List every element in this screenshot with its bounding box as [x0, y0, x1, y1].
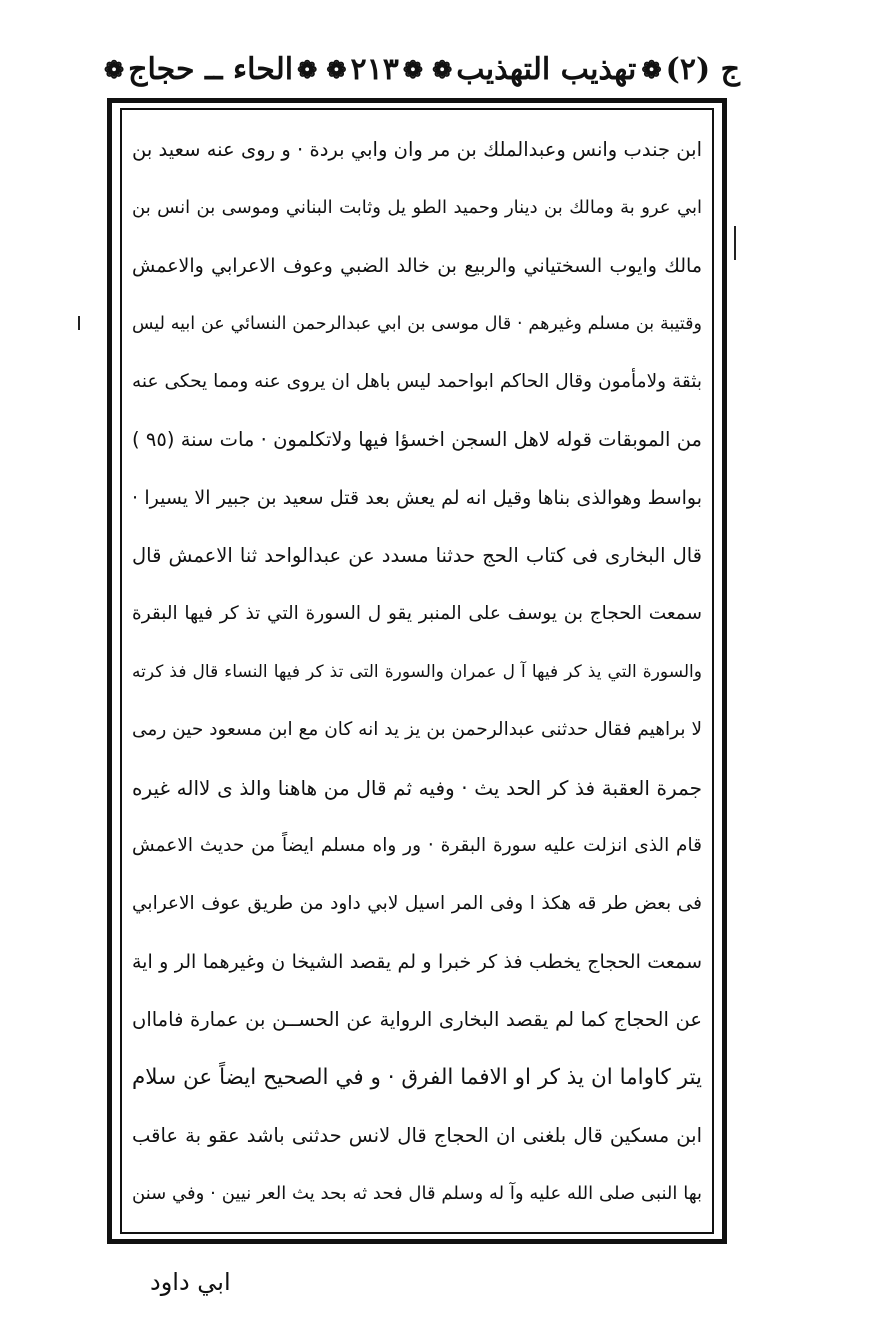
text-line: جمرة العقبة فذ كر الحد يث · وفيه ثم قال من هاهنا والذ ى لااله غيره: [132, 776, 702, 800]
text-line: سمعت الحجاج يخطب فذ كر خبرا و لم يقصد الشيخا ن وغيرهما الر و اية: [132, 951, 702, 973]
header-page-group: [322, 52, 427, 87]
ornament-icon: ❁: [432, 54, 453, 84]
header-title-group: [428, 52, 636, 87]
text-line: ابي عرو بة ومالك بن دينار وحميد الطو يل وثابت البناني وموسى بن انس بن: [132, 197, 702, 218]
text-line: عن الحجاج كما لم يقصد البخارى الرواية عن الحســن بن عمارة فامااں: [132, 1008, 702, 1031]
text-line: قال البخارى فى كتاب الحج حدثنا مسدد عن عبدالواحد ثنا الاعمش قال: [132, 544, 702, 567]
text-line: مالك وايوب السختياني والربيع بن خالد الضبي وعوف الاعرابي والاعمش: [132, 255, 702, 277]
text-line: ابن جندب وانس وعبدالملك بن مر وان وابي بردة · و روى عنه سعيد بن: [132, 138, 702, 161]
header-volume: ج (٢): [665, 51, 740, 87]
text-line: فى بعض طر قه هكذ ا وفى المر اسيل لابي داود من طريق عوف الاعرابي: [132, 893, 702, 914]
page-number: ٢١٣: [350, 51, 399, 87]
text-line: يتر كاواما ان يذ كر او الافما الفرق · و في الصحيح ايضاً عن سلام: [132, 1065, 702, 1090]
text-line: بواسط وهوالذى بناها وقيل انه لم يعش بعد قتل سعيد بن جبير الا يسيرا ·: [132, 487, 702, 509]
margin-mark: [78, 316, 80, 330]
margin-mark: [734, 226, 736, 260]
ornament-icon: ❁: [641, 54, 662, 84]
ornament-icon: ❁: [297, 54, 318, 84]
text-line: وقتيبة بن مسلم وغيرهم · قال موسى بن ابي عبدالرحمن النسائي عن ابيه ليس: [132, 314, 702, 334]
text-line: من الموبقات قوله لاهل السجن اخسؤا فيها ولاتكلمون · مات سنة (٩٥ ): [132, 428, 702, 451]
main-text: [120, 120, 714, 1220]
catchword: ابي داود: [150, 1268, 231, 1296]
ornament-icon: ❁: [104, 54, 125, 84]
header-volume-group: [638, 52, 740, 87]
header-section-group: [100, 52, 321, 87]
text-line: لا براهيم فقال حدثنى عبدالرحمن بن يز يد انه كان مع ابن مسعود حين رمى: [132, 719, 702, 740]
ornament-icon: ❁: [326, 54, 347, 84]
text-line: بثقة ولامأمون وقال الحاكم ابواحمد ليس باهل ان يروى عنه ومما يحكى عنه: [132, 371, 702, 392]
text-line: ابن مسكين قال بلغنى ان الحجاج قال لانس حدثنى باشد عقو بة عاقب: [132, 1124, 702, 1147]
text-line: والسورة التي يذ كر فيها آ ل عمران والسورة التى تذ كر فيها النساء قال فذ كرته: [132, 662, 702, 682]
text-line: بها النبى صلى الله عليه وآ له وسلم قال فحد ثه بحد يث العر نيين · وفي سنن: [132, 1183, 702, 1204]
header-book-title: تهذيب التهذيب: [456, 51, 637, 87]
running-header: [100, 44, 740, 94]
text-line: سمعت الحجاج بن يوسف على المنبر يقو ل السورة التي تذ كر فيها البقرة: [132, 603, 702, 624]
text-line: قام الذى انزلت عليه سورة البقرة · ور واه مسلم ايضاً من حديث الاعمش: [132, 835, 702, 856]
ornament-icon: ❁: [402, 54, 423, 84]
header-section: الحاء ــ حجاج: [128, 51, 294, 87]
